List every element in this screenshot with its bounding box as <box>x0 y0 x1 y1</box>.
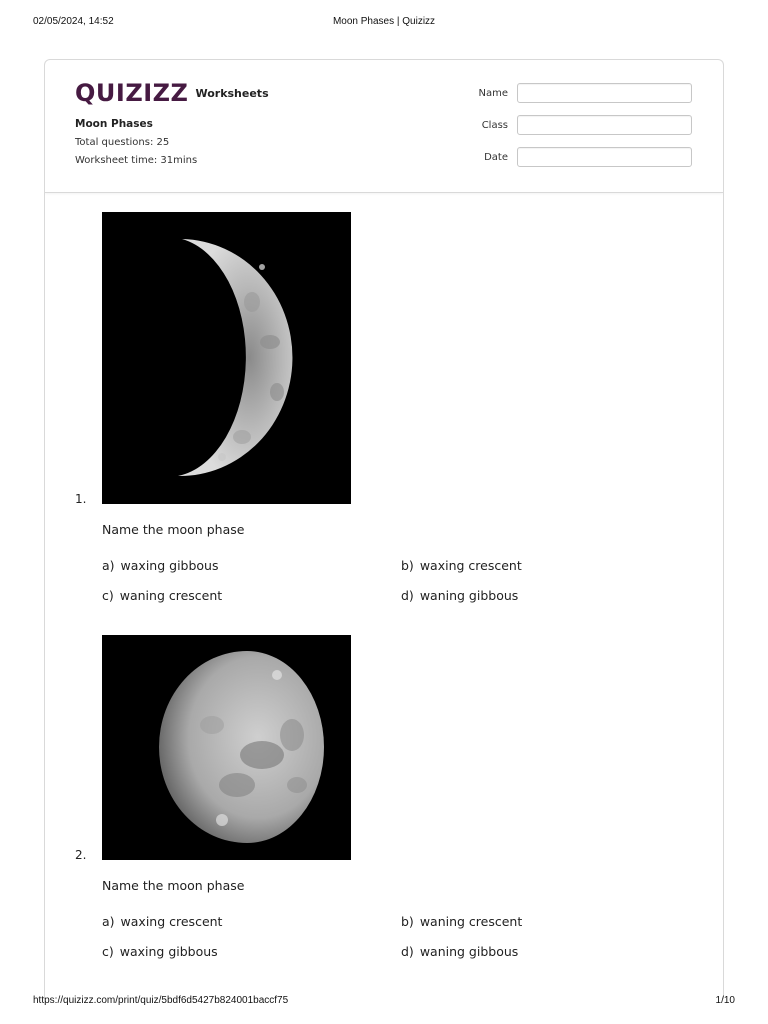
option-c[interactable] <box>102 588 222 603</box>
print-datetime: 02/05/2024, 14:52 <box>33 16 114 27</box>
question-text: Name the moon phase <box>102 522 245 537</box>
option-letter: d) <box>401 588 414 603</box>
date-field[interactable] <box>517 147 692 167</box>
waxing-crescent-moon-photo-icon <box>102 212 351 504</box>
option-b[interactable] <box>401 914 522 929</box>
option-a[interactable] <box>102 914 222 929</box>
class-field-row <box>448 114 692 136</box>
option-a[interactable] <box>102 558 219 573</box>
option-letter: d) <box>401 944 414 959</box>
worksheet-title: Moon Phases <box>75 118 153 130</box>
option-text: waning crescent <box>119 588 223 603</box>
name-field[interactable] <box>517 83 692 103</box>
question-2 <box>45 635 723 995</box>
date-label: Date <box>484 151 508 163</box>
option-text: waning gibbous <box>419 944 519 959</box>
moon-photo-gibbous <box>102 635 351 860</box>
option-text: waxing crescent <box>419 558 522 573</box>
option-d[interactable] <box>401 588 518 603</box>
quizizz-logo: QUIZIZZ <box>75 79 189 107</box>
class-field[interactable] <box>517 115 692 135</box>
question-text: Name the moon phase <box>102 878 245 893</box>
worksheet-sheet <box>44 59 724 999</box>
option-d[interactable] <box>401 944 518 959</box>
name-field-row <box>448 82 692 104</box>
print-footer <box>33 995 735 1009</box>
question-1 <box>45 212 723 612</box>
option-text: waning crescent <box>419 914 523 929</box>
option-letter: c) <box>102 944 114 959</box>
option-letter: b) <box>401 558 414 573</box>
total-questions: Total questions: 25 <box>75 137 170 148</box>
name-label: Name <box>478 87 508 99</box>
worksheet-time: Worksheet time: 31mins <box>75 155 198 166</box>
question-number: 1. <box>75 492 87 506</box>
option-text: waxing gibbous <box>120 558 219 573</box>
class-label: Class <box>481 119 508 131</box>
worksheet-header <box>45 60 723 193</box>
brand-subtitle: Worksheets <box>195 87 269 100</box>
waxing-gibbous-moon-photo-icon <box>102 635 351 860</box>
question-number: 2. <box>75 848 87 862</box>
option-text: waxing crescent <box>120 914 223 929</box>
option-c[interactable] <box>102 944 218 959</box>
print-url: https://quizizz.com/print/quiz/5bdf6d5427b824001baccf75 <box>33 995 289 1006</box>
moon-photo-crescent <box>102 212 351 504</box>
option-text: waning gibbous <box>419 588 519 603</box>
print-header <box>33 16 735 30</box>
option-letter: b) <box>401 914 414 929</box>
page-number: 1/10 <box>715 995 735 1006</box>
option-text: waxing gibbous <box>119 944 218 959</box>
date-field-row <box>448 146 692 168</box>
option-letter: a) <box>102 558 115 573</box>
option-letter: c) <box>102 588 114 603</box>
option-b[interactable] <box>401 558 522 573</box>
option-letter: a) <box>102 914 115 929</box>
brand <box>75 80 269 106</box>
print-title: Moon Phases | Quizizz <box>332 16 436 27</box>
